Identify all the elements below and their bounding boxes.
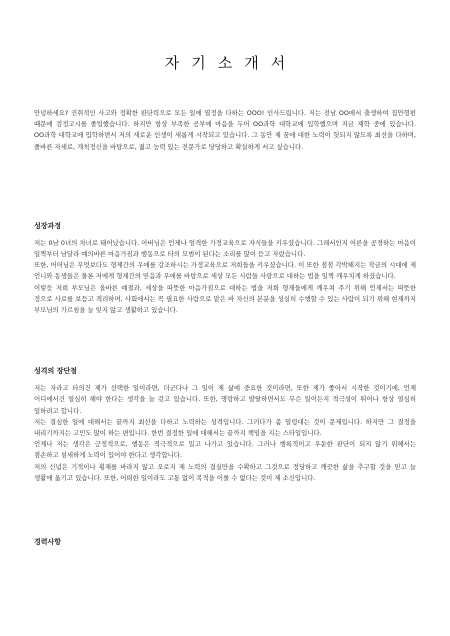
strengths-paragraph: 저는 결심한 일에 대해서는 끝까지 최선을 다하고 노력하는 성격입니다. 그러다가 좀 덜렁대는 것이 문제입니다. 하지만 그 결정을 내리기까지는 고민도 많이 하는 편입니다. 한번 결정한 일에 대해서는 끝까지 책임을 지는 스타일입니다. <box>34 417 416 438</box>
section-heading-strengths: 성격의 장단점 <box>34 367 78 376</box>
section-strengths <box>34 366 416 484</box>
section-heading-growth: 성장과정 <box>34 221 62 230</box>
strengths-paragraph: 저의 신념은 기적이나 횡재를 바라지 않고 오로지 제 노력의 결실만을 수확하고 그것으로 정당하고 깨끗한 삶을 추구할 것을 믿고 늘 생활에 옮기고 있습니다. 또한, 어떠한 일이라도 고통 없이 목적을 이룰 수 없다는 것이 제 소신입니다. <box>34 462 416 482</box>
growth-paragraph: 저는 0남 0녀의 차녀로 태어났습니다. 아버님은 언제나 엄격한 가정교육으로 자식들을 키우셨습니다. 그래서인지 어른을 공경하는 마음이 일찍부터 남달라 예의바른 마음가짐과 행동으로 타의 모범이 된다는 소리를 많이 듣고 자랐습니다. <box>34 238 416 259</box>
section-career <box>34 537 416 547</box>
intro-paragraph: 안녕하세요? 진취적인 사고와 정확한 판단력으로 모든 일에 열정을 다하는 OOO! 인사드립니다. 저는 전남 OO에서 출생하여 집안형편 때문에 검정고시를 졸업했습니다. 하지만 항상 부족한 공부에 마음을 두어 OO과학 대학교에 입학했으며 지금 재학 중에 있습니다. OO과학 대학교에 입학하면서 저의 새로운 인생이 새롭게 시작되고 있습니다. 그 동안 제 꿈에 대한 노력이 헛되지 않도록 최선을 다하며, 졸바른 자세로, 개척정신을 바탕으로, 젊고 능력 있는 전문가로 당당하고 확실하게 서고 싶습니다. <box>34 109 416 151</box>
section-body-growth <box>34 238 416 316</box>
strengths-paragraph: 언제나 저는 생각은 긍정적으로, 행동은 적극적으로 밀고 나가고 있습니다. 그러나 행록적이고 우둔한 판단이 되지 않기 위해서는 겸손하고 섬세하게 노력이 있어야 한다고 생각합니다. <box>34 440 416 460</box>
section-heading-career: 경력사항 <box>34 538 62 547</box>
section-growth <box>34 221 416 316</box>
growth-paragraph: 이렇듯 저희 부모님은 올바른 예절과, 세상을 따뜻한 마음가짐으로 대하는 법을 저희 형제들에게 깨우쳐 주기 위해 언제서는 따뜻한 정으로 사로를 보듬고 격려하며, 사회에서는 꼭 필요한 사람으로 맡은 바 자신의 본분을 성실히 수행할 수 있는 사람이 되기 위해 현재까지 부모님의 가르침을 늘 잊지 않고 생활하고 있습니다. <box>34 283 416 315</box>
section-body-strengths <box>34 383 416 484</box>
document-title: 자기소개서 <box>164 54 298 72</box>
growth-paragraph: 또한, 어머님은 무엇보다도 형제간의 우애를 강조하시는 가정교육으로 저희들을 키우셨습니다. 이 또한 점점 각박해지는 작금의 시대에 제 언니와 동생들은 물론 저에게 형제간의 믿음과 우애를 바탕으로 세상 모든 사람들 사랑으로 대하는 법을 일찍 깨우치게 하셨습니다. <box>34 261 416 281</box>
strengths-paragraph: 저는 자라고 타의건 제가 선택한 일이라면, 더군다나 그 일이 제 삶에 중요한 것이라면, 또한 제가 좋아서 시작한 것이기에, 언제 어디에서건 열심히 해야 한다는 생각을 늘 갖고 있습니다. 또한, 명랑하고 발랄하면서도 무슨 일이든지 적극성이 뛰어나 항상 열심히 일하려고 합니다. <box>34 384 416 415</box>
